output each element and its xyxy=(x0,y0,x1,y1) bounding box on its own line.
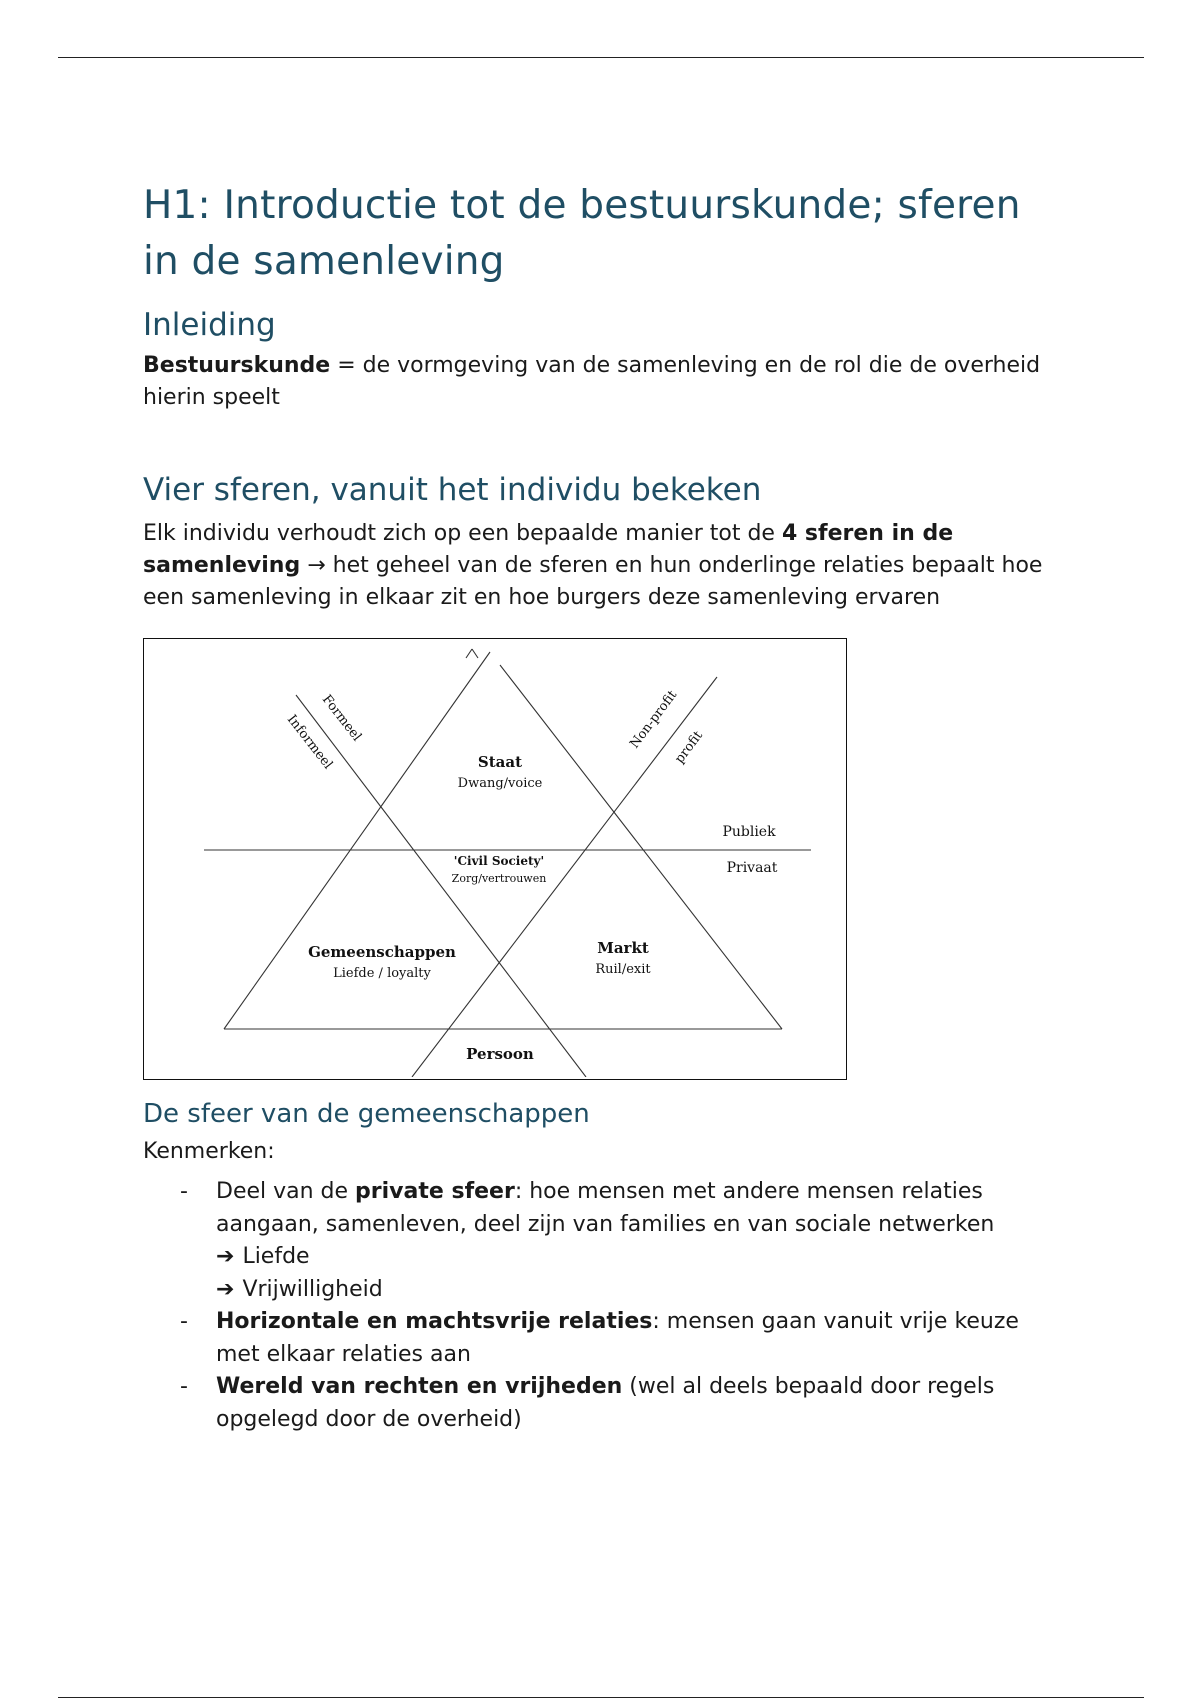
item-bold: Wereld van rechten en vrijheden xyxy=(216,1374,623,1399)
label-staat-sub: Dwang/voice xyxy=(457,776,543,791)
page-title: H1: Introductie tot de bestuurskunde; sferen in de samenleving xyxy=(143,183,1021,284)
heading-vier-sferen: Vier sferen, vanuit het individu bekeken xyxy=(143,472,762,508)
apex-left-tick xyxy=(466,649,472,658)
label-markt: Markt xyxy=(597,939,649,957)
item-bold: private sfeer xyxy=(355,1179,515,1204)
formeel-informeel-line xyxy=(296,695,586,1077)
vier-sferen-bold: 4 sferen in de samenleving xyxy=(143,521,954,578)
item-post: : mensen gaan vanuit vrije keuze met elkaar relaties aan xyxy=(216,1309,1019,1367)
vier-sferen-paragraph xyxy=(143,518,1063,614)
definition-term: Bestuurskunde xyxy=(143,353,331,378)
list-item xyxy=(143,1371,1063,1436)
definition-text: = de vormgeving van de samenleving en de rol die de overheid hierin speelt xyxy=(143,353,1041,410)
apex-right-tick xyxy=(472,649,478,658)
spheres-diagram-svg xyxy=(144,639,844,1077)
top-rule xyxy=(58,57,1144,58)
label-persoon: Persoon xyxy=(466,1045,534,1063)
label-privaat: Privaat xyxy=(726,860,778,876)
label-formeel: Formeel xyxy=(318,692,365,745)
heading-inleiding: Inleiding xyxy=(143,307,276,343)
sub-item xyxy=(216,1241,1063,1274)
vier-sferen-text-end: → het geheel van de sferen en hun onderlinge relaties bepaalt hoe een samenleving in elkaar zit en hoe burgers deze samenleving ervaren xyxy=(143,553,1043,610)
definition-paragraph xyxy=(143,350,1063,414)
label-civil-society-sub: Zorg/vertrouwen xyxy=(451,872,547,885)
label-non-profit: Non-profit xyxy=(627,687,681,752)
dash-marker: - xyxy=(180,1374,188,1399)
kenmerken-label: Kenmerken: xyxy=(143,1139,275,1164)
sub-item-text: Liefde xyxy=(242,1244,310,1269)
dash-marker: - xyxy=(180,1309,188,1334)
label-staat: Staat xyxy=(477,753,523,771)
document-body xyxy=(143,178,1063,1436)
spheres-diagram xyxy=(143,638,847,1080)
label-gemeenschappen: Gemeenschappen xyxy=(308,943,456,961)
label-gemeenschappen-sub: Liefde / loyalty xyxy=(333,966,431,981)
label-informeel: Informeel xyxy=(283,712,336,773)
sub-item xyxy=(216,1274,1063,1307)
item-post: (wel al deels bepaald door regels opgelegd door de overheid) xyxy=(216,1374,995,1432)
label-civil-society: 'Civil Society' xyxy=(453,854,545,868)
item-post: : hoe mensen met andere mensen relaties aangaan, samenleven, deel zijn van families en van sociale netwerken xyxy=(216,1179,995,1237)
dash-marker: - xyxy=(180,1179,188,1204)
vier-sferen-text-start: Elk individu verhoudt zich op een bepaalde manier tot de xyxy=(143,521,782,546)
sub-item-text: Vrijwilligheid xyxy=(242,1276,383,1302)
kenmerken-list xyxy=(143,1176,1063,1436)
list-item xyxy=(143,1176,1063,1306)
bottom-rule xyxy=(58,1697,1144,1698)
label-markt-sub: Ruil/exit xyxy=(595,962,651,977)
item-bold: Horizontale en machtsvrije relaties xyxy=(216,1309,653,1334)
label-publiek: Publiek xyxy=(722,824,776,840)
label-profit: profit xyxy=(672,728,707,767)
arrow-right-icon: ➔ xyxy=(216,1276,235,1302)
heading-gemeenschappen: De sfeer van de gemeenschappen xyxy=(143,1099,590,1129)
arrow-right-icon: ➔ xyxy=(216,1244,235,1269)
item-pre: Deel van de xyxy=(216,1179,356,1204)
list-item xyxy=(143,1306,1063,1371)
